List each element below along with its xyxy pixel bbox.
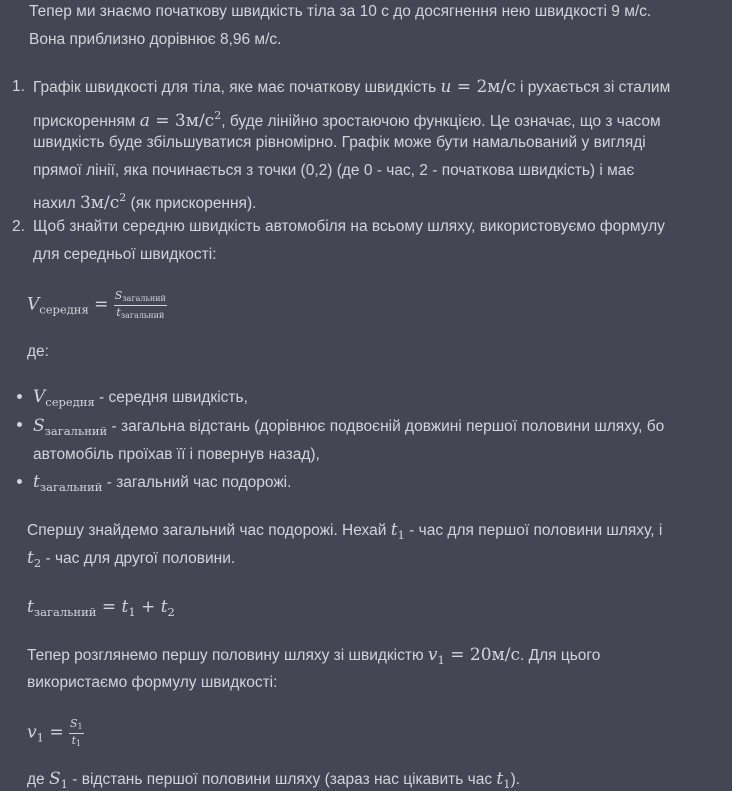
formula-average-speed: $V_{середня}$ = $\frac{\text{Sзагальний}}{\text{tзагальний}}$ [27, 289, 166, 320]
bullet-dot [17, 422, 22, 427]
last-line: де $S_1$ - відстань першої половини шляху (зараз нас цікавить час $t_1$). [27, 769, 521, 791]
list-marker-2: 2. [12, 218, 25, 235]
para-first-line-2: використаємо формулу швидкості: [27, 674, 278, 691]
bullet-item-1: $V_{середня}$ - середня швидкість, [33, 387, 248, 409]
list-marker-1: 1. [12, 78, 25, 95]
item1-line-3: швидкість буде збільшуватися рівномірно. Графік може бути намальований у вигляді [33, 134, 646, 151]
bullet-dot [17, 479, 22, 484]
bullet-dot [17, 394, 22, 399]
item1-line-1: Графік швидкості для тіла, яке має початкову швидкість u = 2м/с і рухається зі сталим [33, 77, 671, 97]
fraction: $\frac{\text{Sзагальний}}{\text{tзагальний}}$ [114, 289, 166, 320]
item2-line-1: Щоб знайти середню швидкість автомобіля на всьому шляху, використовуємо формулу [33, 218, 665, 235]
formula-v1: $v_1$ = $\frac{S1}{t1}$ [27, 717, 83, 748]
bullet-item-2: $S_{загальний}$ - загальна відстань (дорівнює подвоєній довжині першої половини шляху, бо [33, 416, 665, 438]
item1-line-4: прямої лінії, яка починається з точки (0,2) (де 0 - час, 2 - початкова швидкість) і має [33, 162, 635, 179]
item1-line-2: прискоренням $a = 3м/с^2$, буде лінійно зростаючою функцією. Це означає, що з часом [33, 109, 661, 131]
para-time-line-1: Спершу знайдемо загальний час подорожі. Нехай $t_1$ - час для першої половини шляху, і [27, 520, 663, 542]
bullet-item-3: $t_{загальний}$ - загальний час подорожі. [33, 472, 292, 494]
intro-line-2: Вона приблизно дорівнює 8,96 м/с. [29, 31, 282, 48]
intro-line-1: Тепер ми знаємо початкову швидкість тіла за 10 с до досягнення нею швидкості 9 м/с. [29, 3, 652, 20]
para-time-line-2: $t_2$ - час для другої половини. [27, 548, 236, 570]
math-a: a [139, 111, 150, 131]
bullet-item-2-cont: автомобіль проїхав її і повернув назад), [33, 446, 320, 463]
para-first-line-1: Тепер розглянемо першу половину шляху зі швидкістю $v_1 = 20м/с$. Для цього [27, 645, 601, 667]
formula-total-time: $t_{загальний} = t_1 + t_2$ [27, 597, 175, 619]
fraction: $\frac{S1}{t1}$ [70, 717, 83, 748]
item1-line-5: нахил $3м/с^2$ (як прискорення). [33, 191, 257, 213]
math-u: u [440, 77, 452, 97]
item2-line-2: для середньої швидкості: [33, 246, 217, 263]
where-label: де: [27, 343, 49, 360]
